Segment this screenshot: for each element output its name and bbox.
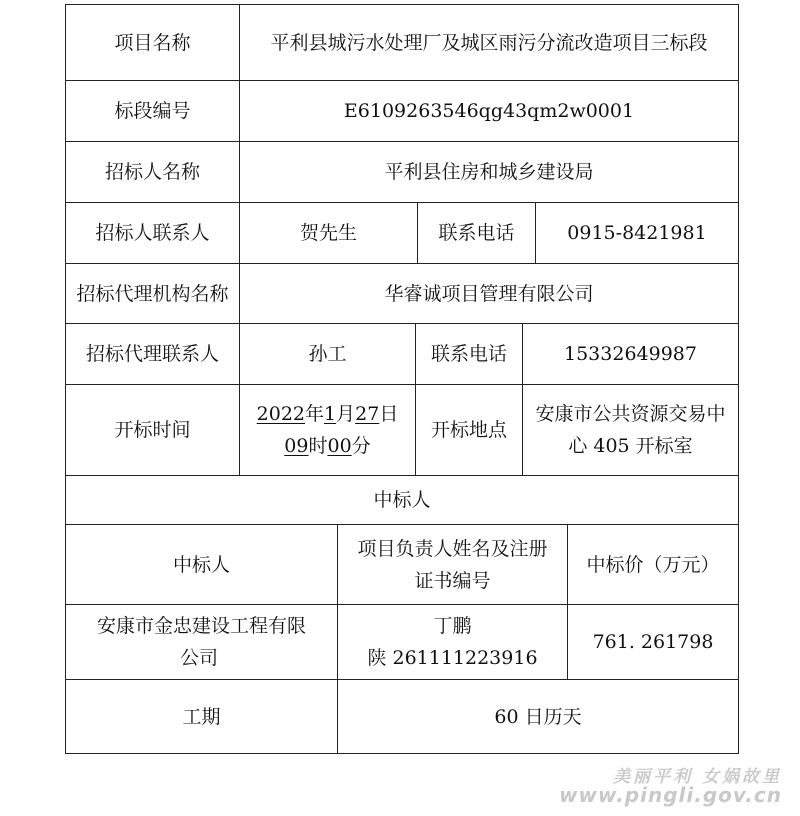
manager-cert: 陕 261111223916	[367, 647, 538, 669]
minute-unit: 分	[351, 435, 371, 457]
manager-header-line2: 证书编号	[414, 569, 491, 592]
winner-name-line1: 安康市金忠建设工程有限	[96, 615, 306, 637]
tenderer-contact-label: 招标人联系人	[95, 222, 210, 244]
agency-phone-value: 15332649987	[564, 343, 697, 365]
open-place-value	[523, 385, 738, 475]
tenderer-phone-label: 联系电话	[438, 222, 515, 244]
open-place-line1: 安康市公共资源交易中	[535, 403, 726, 425]
tenderer-contact-value: 贺先生	[299, 222, 357, 244]
open-hour: 09	[284, 435, 309, 457]
agency-phone-label: 联系电话	[430, 343, 507, 365]
winning-price: 761. 261798	[592, 631, 714, 653]
open-day: 27	[355, 403, 380, 425]
manager-name: 丁鹏	[433, 615, 472, 637]
watermark-url: www.pingli.gov.cn	[559, 783, 782, 807]
table-border-right	[738, 4, 739, 754]
year-unit: 年	[305, 403, 325, 425]
manager-column-header	[338, 525, 567, 604]
agency-contact-value: 孙工	[308, 343, 347, 365]
day-unit: 日	[379, 403, 399, 425]
agency-label: 招标代理机构名称	[76, 282, 229, 305]
table-border-bottom	[65, 753, 739, 754]
winner-section-title: 中标人	[373, 489, 431, 511]
open-place-line2: 心 405 开标室	[568, 435, 693, 457]
winner-column-header: 中标人	[172, 553, 230, 576]
tenderer-phone-value: 0915-8421981	[567, 222, 707, 244]
period-label: 工期	[182, 705, 221, 728]
section-no-label: 标段编号	[114, 100, 191, 122]
open-time-value	[240, 385, 415, 475]
open-time-label: 开标时间	[114, 419, 191, 441]
price-column-header: 中标价（万元）	[586, 553, 720, 576]
open-month: 1	[324, 403, 337, 425]
open-place-label: 开标地点	[430, 419, 507, 441]
open-date	[257, 398, 399, 430]
winner-name-line2: 公司	[180, 647, 219, 669]
period-value: 60 日历天	[494, 705, 582, 728]
winner-name	[66, 605, 337, 679]
open-minute: 00	[327, 435, 352, 457]
agency-value: 华睿诚项目管理有限公司	[384, 282, 594, 305]
manager-info	[338, 605, 567, 679]
agency-contact-label: 招标代理联系人	[85, 343, 219, 365]
watermark-slogan: 美丽平利 女娲故里	[613, 767, 782, 787]
project-name-label: 项目名称	[114, 31, 191, 54]
tenderer-value: 平利县住房和城乡建设局	[384, 161, 594, 183]
open-year: 2022	[256, 403, 306, 425]
section-no-value: E6109263546qg43qm2w0001	[343, 100, 635, 122]
open-clock	[284, 430, 370, 462]
manager-header-line1: 项目负责人姓名及注册	[357, 537, 548, 560]
project-name-value: 平利县城污水处理厂及城区雨污分流改造项目三标段	[270, 31, 708, 54]
hour-unit: 时	[308, 435, 328, 457]
tenderer-label: 招标人名称	[104, 161, 200, 183]
month-unit: 月	[336, 403, 356, 425]
